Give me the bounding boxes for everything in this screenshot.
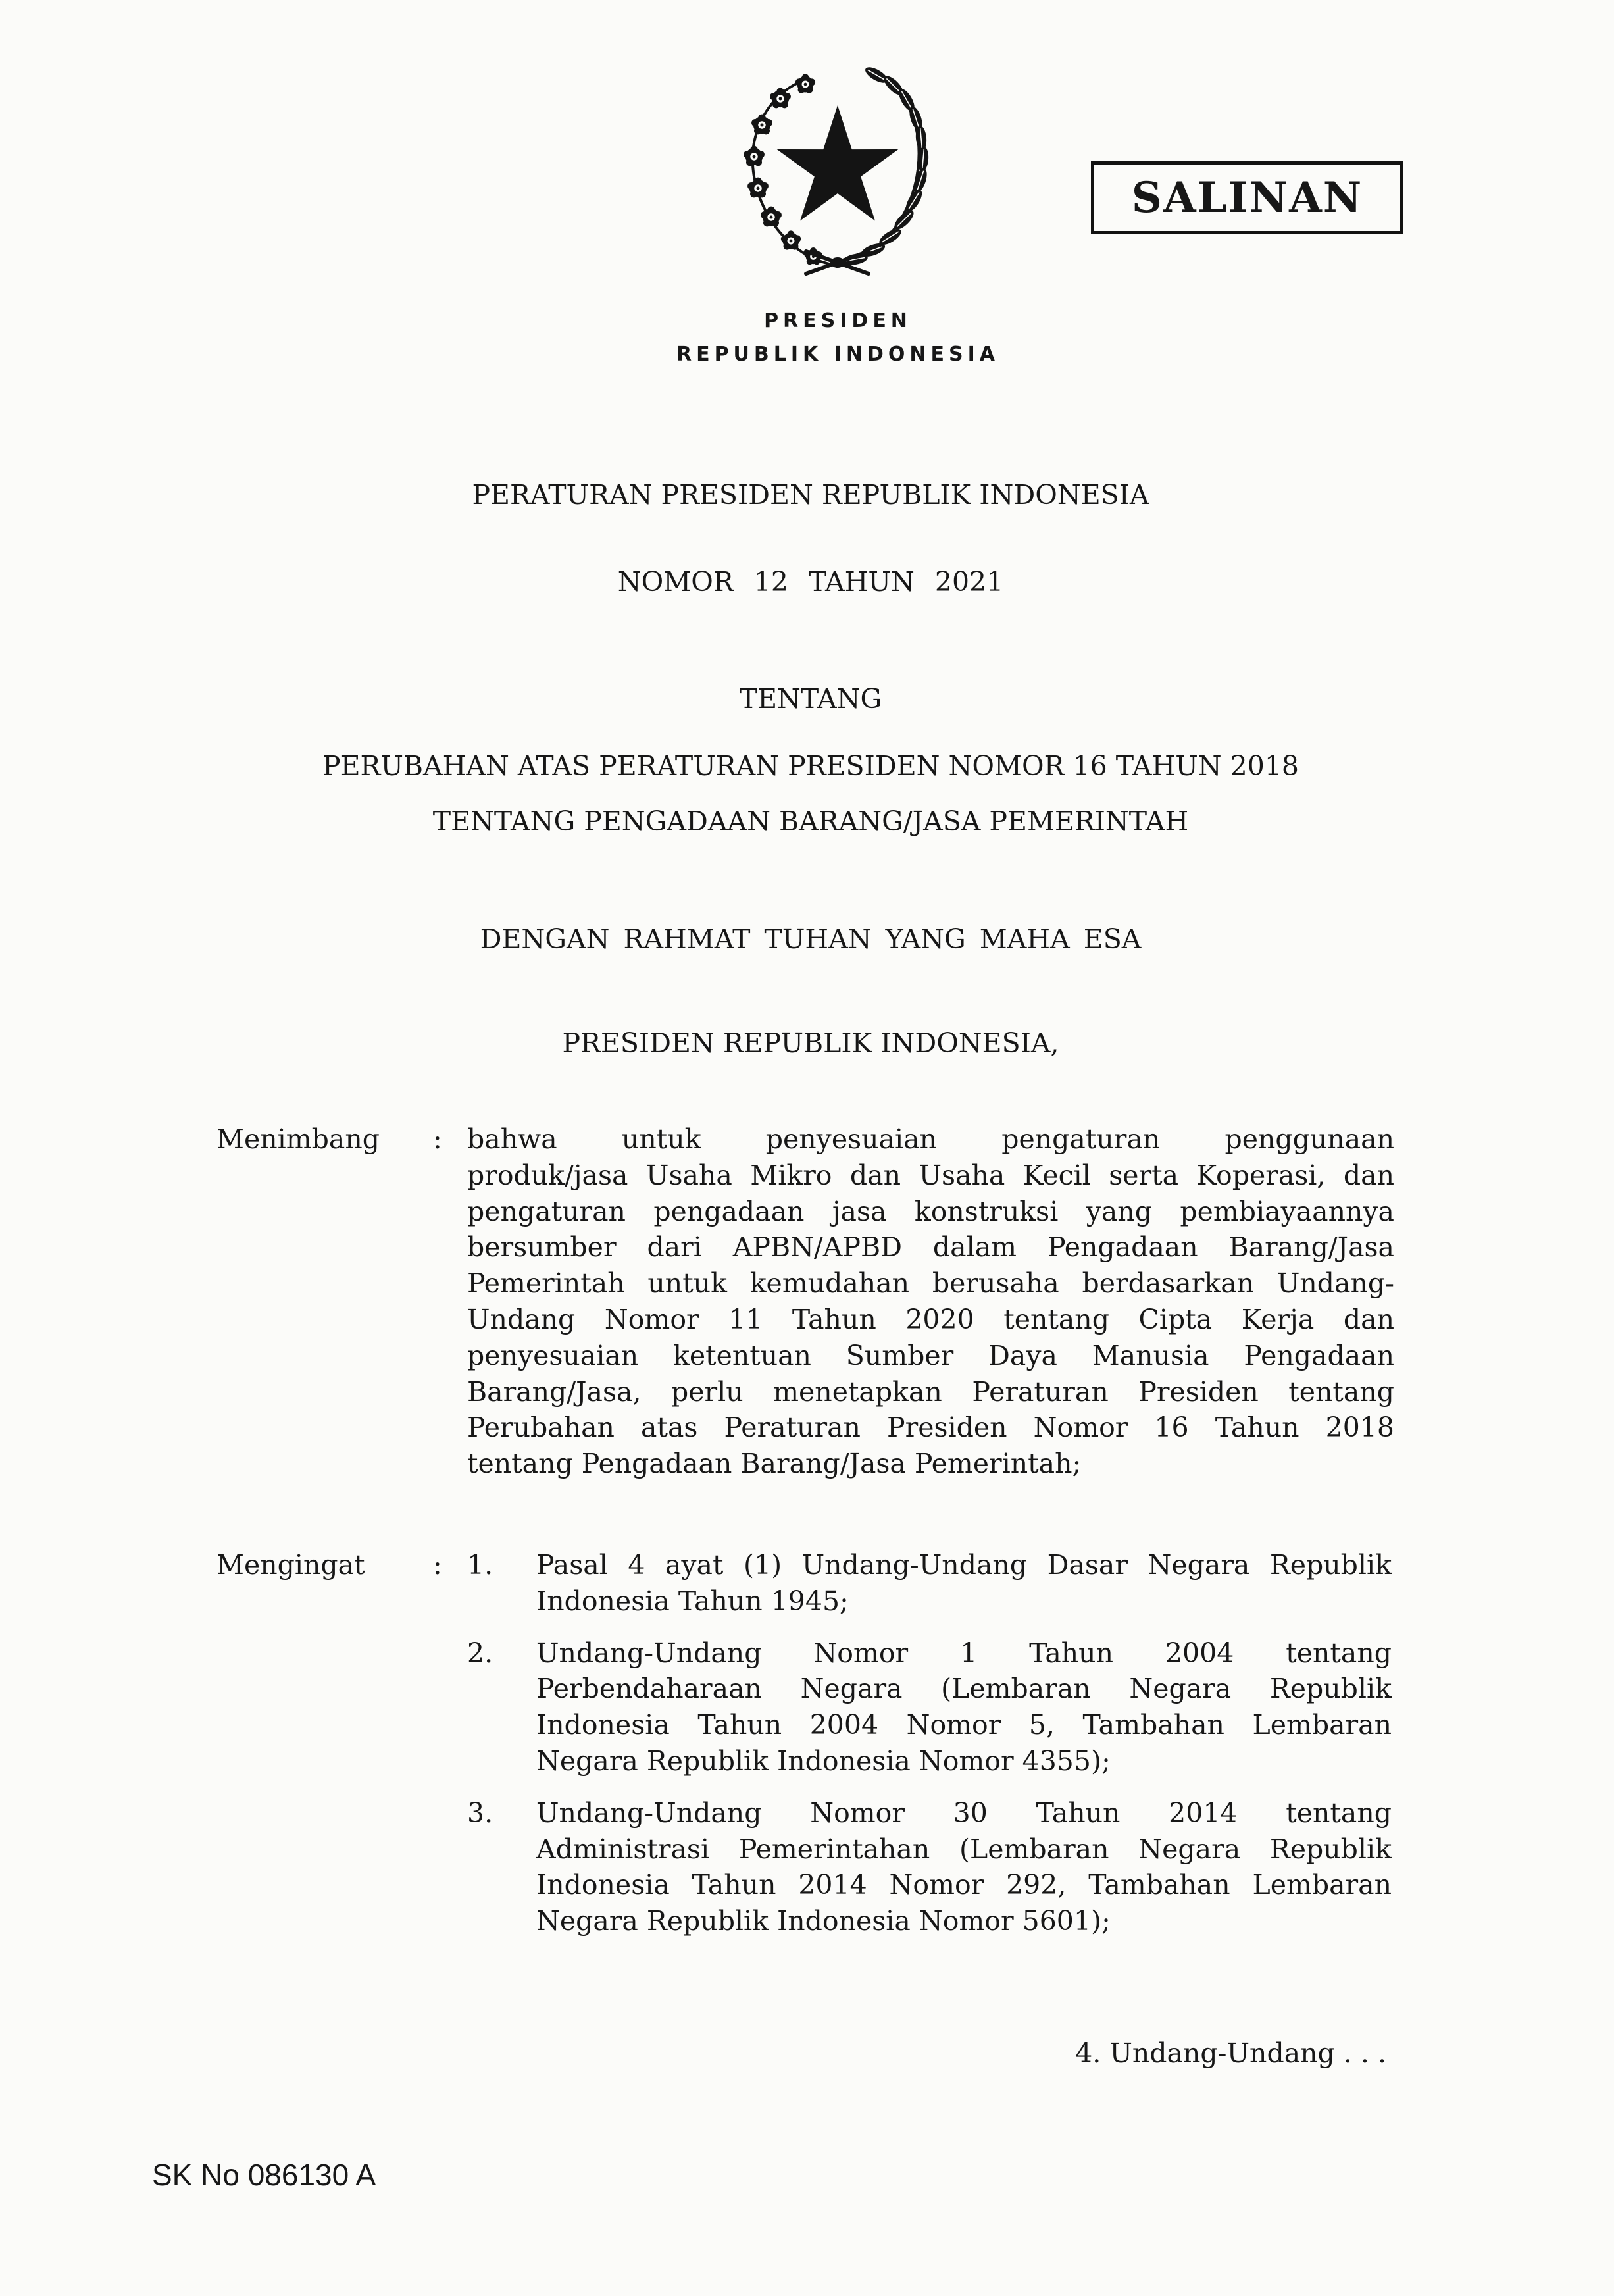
considering-separator: :: [433, 1123, 442, 1155]
item-line: Perbendaharaan Negara (Lembaran Negara Republik: [536, 1673, 1392, 1705]
salinan-stamp: SALINAN: [1091, 161, 1403, 234]
invocation: DENGAN RAHMAT TUHAN YANG MAHA ESA: [480, 923, 1142, 955]
letterhead-country: REPUBLIK INDONESIA: [676, 343, 1000, 366]
considering-line: pengaturan pengadaan jasa konstruksi yang pembiayaannya: [467, 1195, 1394, 1227]
list-item: [467, 1795, 1392, 1939]
item-line: Indonesia Tahun 2004 Nomor 5, Tambahan Lembaran: [536, 1709, 1392, 1741]
item-number: 3.: [467, 1797, 493, 1829]
considering-line: Pemerintah untuk kemudahan berusaha berdasarkan Undang-: [467, 1267, 1394, 1300]
list-item: [467, 1635, 1392, 1779]
item-line: Negara Republik Indonesia Nomor 4355);: [536, 1745, 1111, 1777]
recalling-label: Mengingat: [216, 1549, 365, 1581]
about-heading: TENTANG: [739, 683, 882, 715]
item-line: Pasal 4 ayat (1) Undang-Undang Dasar Negara Republik: [536, 1549, 1392, 1581]
subject-line: TENTANG PENGADAAN BARANG/JASA PEMERINTAH: [432, 805, 1189, 837]
considering-line: bersumber dari APBN/APBD dalam Pengadaan Barang/Jasa: [467, 1231, 1394, 1263]
letterhead: [671, 304, 1000, 371]
page-continuation: 4. Undang-Undang . . .: [1075, 2037, 1386, 2069]
presidential-emblem-icon: [737, 64, 934, 278]
item-line: Undang-Undang Nomor 1 Tahun 2004 tentang: [536, 1637, 1392, 1669]
item-line: Negara Republik Indonesia Nomor 5601);: [536, 1905, 1111, 1937]
item-number: 2.: [467, 1637, 493, 1669]
item-line: Administrasi Pemerintahan (Lembaran Negara Republik: [536, 1833, 1392, 1865]
recalling-section: [216, 1547, 1398, 1942]
recalling-list: [467, 1547, 1392, 1939]
considering-line: produk/jasa Usaha Mikro dan Usaha Kecil serta Koperasi, dan: [467, 1159, 1394, 1191]
list-item: [467, 1547, 1392, 1620]
subject-line: PERUBAHAN ATAS PERATURAN PRESIDEN NOMOR 16 TAHUN 2018: [322, 750, 1299, 782]
recalling-separator: :: [433, 1549, 442, 1581]
issuer-title: PRESIDEN REPUBLIK INDONESIA,: [562, 1027, 1059, 1059]
considering-line: tentang Pengadaan Barang/Jasa Pemerintah;: [467, 1448, 1082, 1480]
regulation-number: NOMOR 12 TAHUN 2021: [617, 566, 1004, 598]
considering-text: [467, 1121, 1394, 1482]
star-icon: [777, 105, 899, 220]
considering-line: bahwa untuk penyesuaian pengaturan penggunaan: [467, 1123, 1394, 1155]
item-line: Undang-Undang Nomor 30 Tahun 2014 tentang: [536, 1797, 1392, 1829]
considering-line: Perubahan atas Peraturan Presiden Nomor 16 Tahun 2018: [467, 1412, 1394, 1444]
regulation-title: PERATURAN PRESIDEN REPUBLIK INDONESIA: [472, 479, 1149, 511]
considering-line: penyesuaian ketentuan Sumber Daya Manusia Pengadaan: [467, 1339, 1394, 1371]
item-line: Indonesia Tahun 1945;: [536, 1585, 849, 1617]
considering-line: Undang Nomor 11 Tahun 2020 tentang Cipta Kerja dan: [467, 1303, 1394, 1335]
item-number: 1.: [467, 1549, 493, 1581]
considering-label: Menimbang: [216, 1123, 380, 1155]
considering-section: [216, 1121, 1398, 1516]
letterhead-office: PRESIDEN: [764, 309, 912, 332]
item-line: Indonesia Tahun 2014 Nomor 292, Tambahan Lembaran: [536, 1869, 1392, 1901]
serial-number: SK No 086130 A: [152, 2158, 376, 2192]
considering-line: Barang/Jasa, perlu menetapkan Peraturan Presiden tentang: [467, 1375, 1394, 1408]
